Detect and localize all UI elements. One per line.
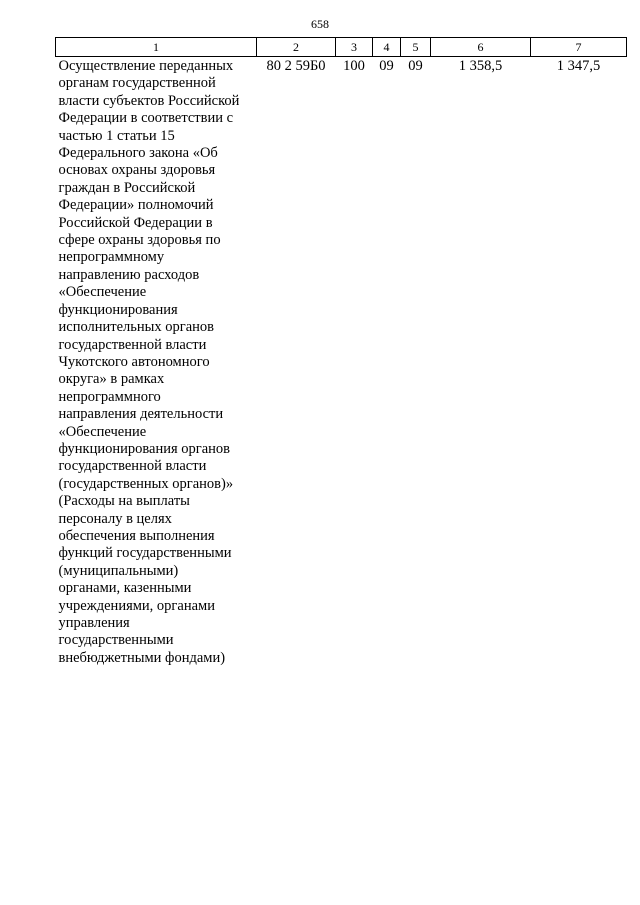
description-line: направления деятельности [58,406,224,423]
subsection-cell: 09 [408,58,423,74]
description-line: Чукотского автономного [58,353,210,370]
description-line: «Обеспечение [58,423,147,440]
description-line: исполнительных органов [58,319,215,336]
description-line: «Обеспечение [58,284,147,301]
column-header: 4 [373,38,401,57]
description-cell [56,57,257,668]
description-line: (государственных органов)» [58,475,234,492]
page-number: 658 [311,17,329,31]
description-line: персоналу в целях [58,510,172,527]
description-line: обеспечения выполнения [58,527,215,544]
description-line: округа» в рамках [58,371,165,388]
description-line: управления [58,615,130,631]
description-line: функций государственными [58,545,232,562]
description-line: внебюджетными фондами) [58,649,226,666]
code-cell: 80 2 59Б0 [266,58,326,74]
column-header: 7 [531,38,627,57]
header-row [56,38,627,57]
description-line: частью 1 статьи 15 [58,127,175,144]
description-line: Федерации в соответствии с [58,110,234,127]
description-line: Осуществление переданных [58,58,234,74]
description-line: органам государственной [58,75,216,92]
value-6-cell: 1 358,5 [458,58,503,74]
description-line: государственными [58,632,174,649]
column-header: 3 [336,38,373,57]
description-line: учреждениями, органами [58,597,215,614]
column-header: 2 [257,38,336,57]
description-line: государственной власти [58,458,207,475]
description-line: непрограммного [58,388,161,405]
description-line: направлению расходов [58,266,200,283]
budget-table [55,37,627,667]
description-line: (муниципальными) [58,562,179,579]
description-line: Российской Федерации в [58,214,213,231]
type-cell: 100 [343,58,365,74]
column-header: 1 [56,38,257,57]
description-line: Федерального закона «Об [58,145,218,162]
description-line: основах охраны здоровья [58,162,216,179]
description-line: сфере охраны здоровья по [58,232,221,249]
column-header: 5 [401,38,431,57]
description-line: власти субъектов Российской [58,92,240,109]
description-line: Федерации» полномочий [58,197,214,214]
value-7-cell: 1 347,5 [556,58,601,74]
description-line: государственной власти [58,336,207,353]
description-line: органами, казенными [58,580,192,597]
description-line: непрограммному [58,249,165,266]
description-line: граждан в Российской [58,179,196,196]
table-row [56,57,627,668]
description-line: функционирования [58,301,178,318]
section-cell: 09 [379,58,394,74]
description-line: функционирования органов [58,440,231,457]
description-line: (Расходы на выплаты [58,493,190,510]
column-header: 6 [431,38,531,57]
